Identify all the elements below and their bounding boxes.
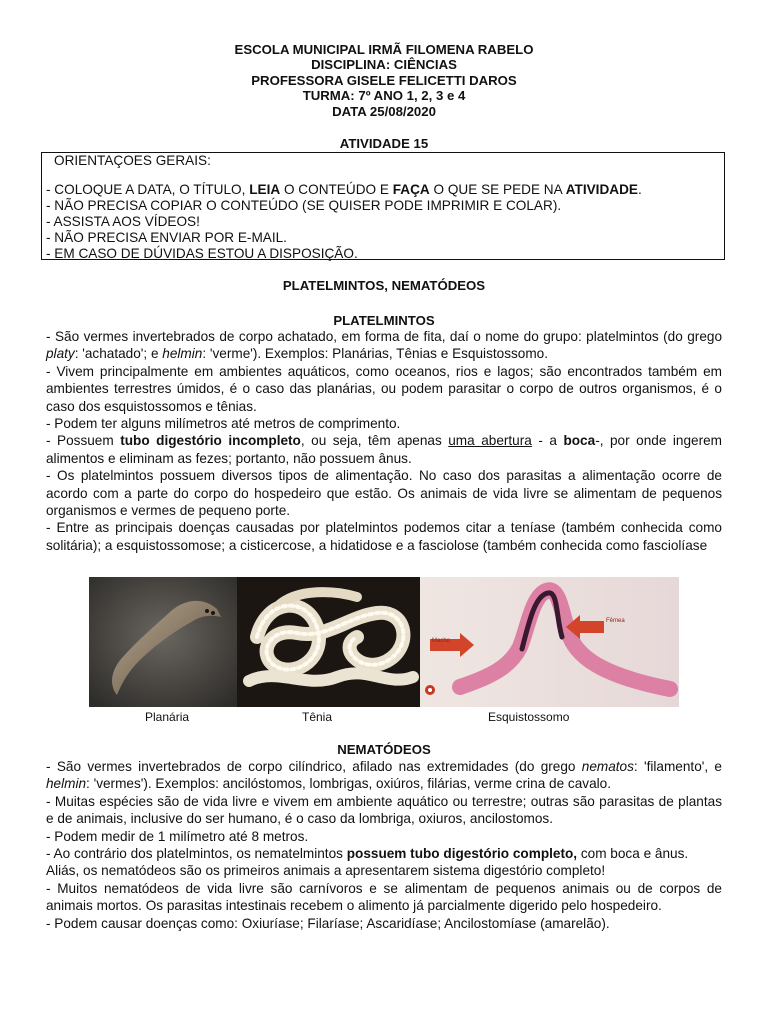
school-name: ESCOLA MUNICIPAL IRMÃ FILOMENA RABELO: [234, 42, 534, 57]
teacher-line: PROFESSORA GISELE FELICETTI DAROS: [251, 72, 517, 88]
activity-title: ATIVIDADE 15: [339, 136, 429, 151]
nematodeos-text: [46, 758, 722, 932]
paragraph: - São vermes invertebrados de corpo achatado, em forma de fita, daí o nome do grupo: platelmintos (do grego platy: 'achatado'; e helmin: 'verme'). Exemplos: Planárias, Tênias e Esquistossomo.: [46, 329, 722, 362]
guidelines-box: [41, 152, 725, 260]
paragraph: - Muitas espécies são de vida livre e vivem em ambiente aquático ou terrestre; outras são parasitas de plantas e de animais, inclusive do ser humano, é o caso da lombriga, oxiuros, ancilostomos.: [46, 793, 722, 827]
paragraph: - Podem causar doenças como: Oxiuríase; Filaríase; Ascaridíase; Ancilostomíase (amarelão).: [46, 915, 610, 931]
paragraph: - Podem medir de 1 milímetro até 8 metros.: [46, 828, 309, 844]
paragraph: - Muitos nematódeos de vida livre são carnívoros e se alimentam de pequenos animais ou de corpos de animais mortos. Os parasitas intestinais recebem o alimento já parcialmente digerido pelo hospedeiro.: [46, 880, 722, 914]
platelmintos-title: PLATELMINTOS: [333, 313, 435, 328]
planaria-photo: [89, 577, 237, 707]
platelmintos-text: [46, 328, 722, 554]
guideline-item: - EM CASO DE DÚVIDAS ESTOU A DISPOSIÇÃO.: [46, 246, 358, 262]
esquistossomo-photo: [420, 577, 679, 707]
paragraph: - Vivem principalmente em ambientes aquáticos, como oceanos, rios e lagos; são encontrados também em ambientes terrestres úmidos, é o caso das planárias, ou podem parasitar o corpo de outros organismos, é o caso dos esquistossomos e tênias.: [46, 363, 722, 414]
male-label: Macho: [432, 638, 451, 644]
paragraph: - Possuem tubo digestório incompleto, ou seja, têm apenas uma abertura - a boca-, por onde ingerem alimentos e eliminam as fezes; portanto, não possuem ânus.: [46, 433, 723, 466]
photo-caption: Esquistossomo: [488, 710, 570, 724]
photo-caption: Tênia: [302, 710, 333, 724]
photo-caption: Planária: [145, 710, 190, 724]
paragraph: Aliás, os nematódeos são os primeiros animais a apresentarem sistema digestório completo!: [46, 863, 606, 879]
paragraph: - Ao contrário dos platelmintos, os nematelmintos possuem tubo digestório completo, com boca e ânus.: [46, 846, 689, 862]
guideline-item: - NÃO PRECISA ENVIAR POR E-MAIL.: [46, 230, 287, 246]
date-line: DATA 25/08/2020: [332, 103, 436, 119]
tenia-photo: [237, 577, 420, 707]
nematodeos-title: NEMATÓDEOS: [337, 742, 431, 757]
photo-strip: [89, 577, 679, 707]
document-header: [0, 42, 768, 119]
paragraph: - Podem ter alguns milímetros até metros de comprimento.: [46, 416, 401, 432]
class-line: TURMA: 7º ANO 1, 2, 3 e 4: [302, 88, 466, 104]
female-label: Fêmea: [606, 618, 625, 624]
guideline-item: - ASSISTA AOS VÍDEOS!: [46, 214, 200, 230]
guidelines-title: ORIENTAÇOES GERAIS:: [54, 153, 211, 168]
paragraph: - São vermes invertebrados de corpo cilíndrico, afilado nas extremidades (do grego nematos: 'filamento', e helmin: 'vermes'). Exemplos: ancilóstomos, lombrigas, oxiúros, filárias, verme crina de cavalo.: [46, 759, 722, 792]
paragraph: - Os platelmintos possuem diversos tipos de alimentação. No caso dos parasitas a alimentação ocorre de acordo com a parte do corpo do hospedeiro que estão. Os animais de vida livre se alimentam de pequenos organismos e vermes de pequeno porte.: [46, 468, 722, 519]
paragraph: - Entre as principais doenças causadas por platelmintos podemos citar a teníase (também conhecida como solitária); a esquistossomose; a cisticercose, a hidatidose e a fasciolose (também conhecida como fasciolíase: [46, 520, 722, 553]
guideline-item: - COLOQUE A DATA, O TÍTULO, LEIA O CONTEÚDO E FAÇA O QUE SE PEDE NA ATIVIDADE.: [46, 182, 642, 198]
main-title: PLATELMINTOS, NEMATÓDEOS: [282, 278, 486, 293]
subject-line: DISCIPLINA: CIÊNCIAS: [311, 57, 457, 73]
guideline-item: - NÃO PRECISA COPIAR O CONTEÚDO (SE QUISER PODE IMPRIMIR E COLAR).: [46, 198, 562, 214]
